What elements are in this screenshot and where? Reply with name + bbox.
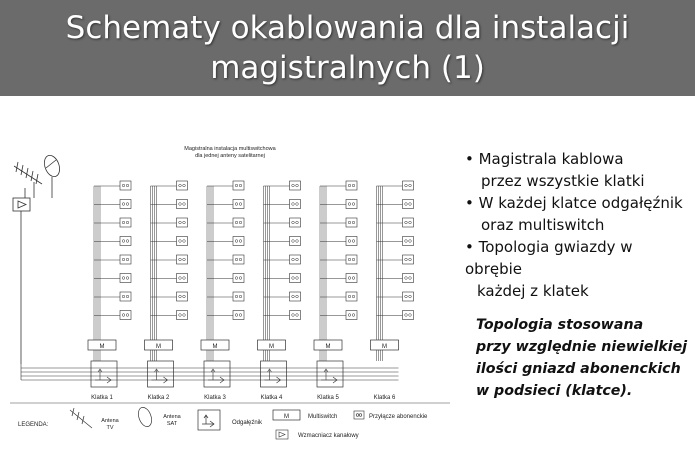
legend-splitter-icon [198, 410, 220, 430]
legend-outlet-label: Przyłącze abonenckie [369, 414, 428, 420]
diagram-title-line-2: dla jednej anteny satelitarnej [195, 153, 265, 159]
subscriber-outlet [346, 274, 357, 283]
subscriber-outlet [290, 237, 301, 246]
subscriber-outlet [233, 292, 244, 301]
diagram-title-line-1: Magistralna instalacja multiswitchowa [184, 146, 276, 152]
subscriber-outlet [233, 181, 244, 190]
subscriber-outlet [403, 292, 414, 301]
subscriber-outlet [346, 181, 357, 190]
subscriber-outlet [403, 181, 414, 190]
subscriber-outlet [403, 200, 414, 209]
splitter-box [91, 361, 117, 387]
splitter-box [317, 361, 343, 387]
subscriber-outlet [290, 274, 301, 283]
legend-amplifier-label: Wzmacniacz kanałowy [298, 433, 359, 439]
sat-antenna-icon [42, 153, 63, 178]
bullet-item [465, 192, 690, 236]
stairwell-label: Klatka 5 [317, 395, 339, 401]
subscriber-outlet [346, 237, 357, 246]
note-line: przy względnie niewielkiej [476, 339, 688, 355]
stairwell-label: Klatka 4 [260, 395, 283, 401]
subscriber-outlet [346, 200, 357, 209]
subscriber-outlet [177, 200, 188, 209]
multiswitch-label: M [382, 344, 387, 350]
subscriber-outlet [177, 218, 188, 227]
slide-header [0, 0, 695, 96]
slide-title-line-2: magistralnych (1) [210, 50, 485, 86]
note-line: Topologia stosowana [476, 317, 644, 333]
subscriber-outlet [120, 181, 131, 190]
note-text [476, 314, 691, 402]
stairwell-label: Klatka 1 [91, 395, 113, 401]
stairwell-label: Klatka 3 [204, 395, 226, 401]
subscriber-outlet [177, 237, 188, 246]
bullet-line: • W każdej klatce odgałęźnik [465, 194, 683, 212]
legend [18, 406, 428, 439]
subscriber-outlet [290, 218, 301, 227]
wiring-diagram [0, 132, 455, 450]
bullet-list [465, 148, 690, 302]
note-line: ilości gniazd abonenckich [476, 361, 681, 377]
bullet-line: • Magistrala kablowa [465, 150, 624, 168]
slide-title-line-1: Schematy okablowania dla instalacji [65, 10, 630, 46]
subscriber-outlet [290, 292, 301, 301]
legend-sat-label-1: Antena [163, 414, 181, 420]
subscriber-outlet [403, 218, 414, 227]
subscriber-outlet [177, 292, 188, 301]
bullet-line: każdej z klatek [477, 282, 589, 300]
subscriber-outlet [120, 274, 131, 283]
subscriber-outlet [290, 311, 301, 320]
stairwell-label: Klatka 2 [147, 395, 170, 401]
legend-tv-label-2: TV [106, 425, 114, 431]
legend-amplifier-icon [276, 430, 288, 439]
subscriber-outlet [233, 255, 244, 264]
subscriber-outlet [177, 255, 188, 264]
legend-tv-label-1: Antena [101, 418, 119, 424]
subscriber-outlet [403, 255, 414, 264]
multiswitch-label: M [325, 344, 331, 350]
bullet-line: • Topologia gwiazdy w obrębie [465, 238, 633, 278]
stairwell-label: Klatka 6 [373, 395, 396, 401]
bullet-item [465, 236, 690, 302]
subscriber-outlet [120, 255, 131, 264]
subscriber-outlet [403, 274, 414, 283]
multiswitch-label: M [269, 344, 274, 350]
subscriber-outlet [177, 181, 188, 190]
subscriber-outlet [346, 292, 357, 301]
subscriber-outlet [233, 218, 244, 227]
amplifier-icon [13, 198, 30, 211]
tv-antenna-icon [14, 162, 42, 184]
multiswitch-label: M [99, 344, 105, 350]
subscriber-outlet [290, 255, 301, 264]
bullet-line: przez wszystkie klatki [481, 172, 645, 190]
subscriber-outlet [120, 218, 131, 227]
subscriber-outlet [346, 255, 357, 264]
splitter-box [148, 361, 174, 387]
legend-sat-label-2: SAT [166, 421, 178, 427]
subscriber-outlet [403, 311, 414, 320]
multiswitch-label: M [156, 344, 161, 350]
splitter-box [204, 361, 230, 387]
subscriber-outlet [290, 200, 301, 209]
subscriber-outlet [120, 311, 131, 320]
subscriber-outlet [233, 311, 244, 320]
legend-outlet-icon [354, 411, 364, 419]
legend-multiswitch-label: Multiswitch [308, 414, 338, 420]
splitter-box [261, 361, 287, 387]
subscriber-outlet [403, 237, 414, 246]
legend-sat-antenna-icon [136, 406, 154, 429]
legend-tv-antenna-icon [70, 408, 92, 428]
subscriber-outlet [120, 237, 131, 246]
bullet-line: oraz multiswitch [481, 216, 605, 234]
legend-splitter-label: Odgałęźnik [232, 420, 263, 426]
antenna-group [13, 153, 62, 364]
multiswitch-label: M [212, 344, 218, 350]
subscriber-outlet [233, 200, 244, 209]
slide-title [0, 8, 695, 88]
subscriber-outlet [120, 292, 131, 301]
note-line: w podsieci (klatce). [476, 383, 633, 399]
subscriber-outlet [233, 237, 244, 246]
subscriber-outlet [346, 311, 357, 320]
legend-title: LEGENDA: [18, 422, 49, 428]
subscriber-outlet [177, 311, 188, 320]
subscriber-outlet [177, 274, 188, 283]
subscriber-outlet [290, 181, 301, 190]
subscriber-outlet [233, 274, 244, 283]
subscriber-outlet [120, 200, 131, 209]
legend-multiswitch-symbol: M [284, 414, 289, 420]
subscriber-outlet [346, 218, 357, 227]
bullet-item [465, 148, 690, 192]
